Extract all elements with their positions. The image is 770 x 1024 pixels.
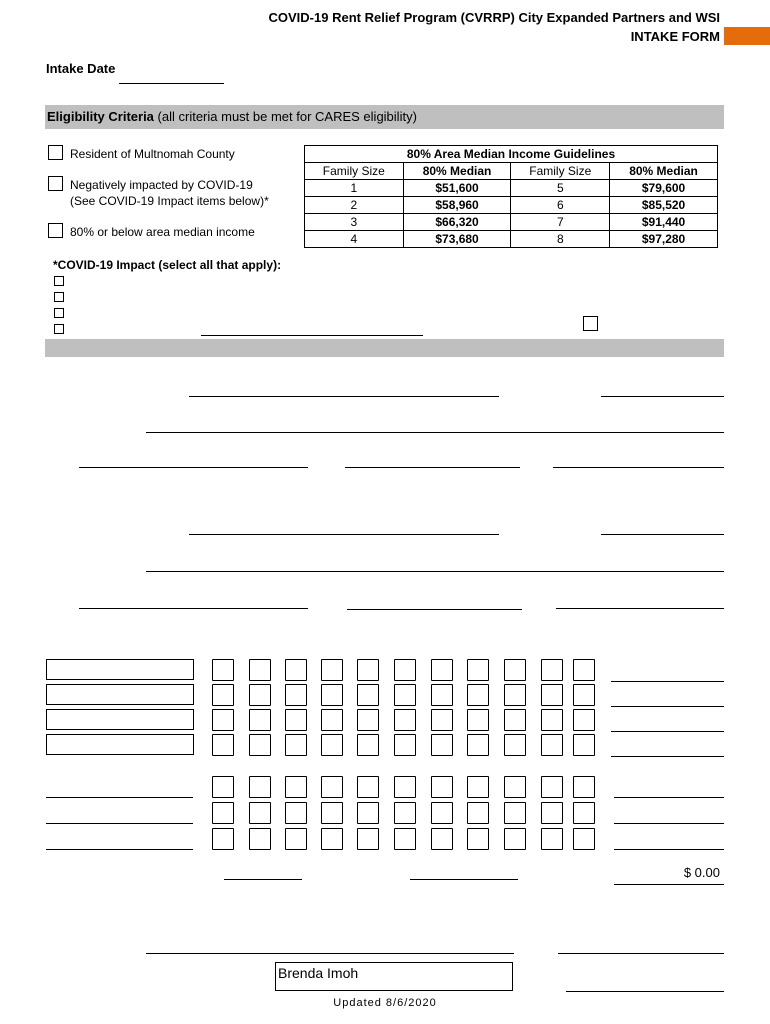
impact-checkbox[interactable]: [54, 276, 64, 286]
grid-checkbox[interactable]: [212, 734, 234, 756]
grid-checkbox[interactable]: [394, 709, 416, 731]
grid-checkbox[interactable]: [504, 828, 526, 850]
staff-name-box[interactable]: [275, 962, 513, 991]
criteria-income: 80% or below area median income: [70, 225, 255, 239]
grid-checkbox[interactable]: [504, 709, 526, 731]
grid-checkbox[interactable]: [573, 802, 595, 824]
grid-checkbox[interactable]: [573, 828, 595, 850]
grid-checkbox[interactable]: [504, 734, 526, 756]
household-member-field[interactable]: [46, 734, 194, 755]
eligibility-note: (all criteria must be met for CARES eligibility): [157, 109, 417, 124]
grid-checkbox[interactable]: [249, 802, 271, 824]
grid-checkbox[interactable]: [431, 828, 453, 850]
household-member-field[interactable]: [46, 684, 194, 705]
table-cell: 6: [511, 197, 610, 214]
grid-checkbox[interactable]: [285, 828, 307, 850]
grid-checkbox[interactable]: [573, 659, 595, 681]
grid-checkbox[interactable]: [431, 659, 453, 681]
table-cell: 5: [511, 180, 610, 197]
impact-other-field[interactable]: [201, 335, 423, 336]
table-cell: $66,320: [403, 214, 511, 231]
household-income-field[interactable]: [611, 731, 724, 732]
grid-checkbox[interactable]: [541, 734, 563, 756]
ami-table-title: 80% Area Median Income Guidelines: [305, 146, 718, 163]
household-income-field[interactable]: [611, 706, 724, 707]
grid-checkbox[interactable]: [212, 802, 234, 824]
signature-date-field[interactable]: [558, 953, 724, 954]
coapplicant-zip-field[interactable]: [347, 609, 522, 610]
income-amount-field[interactable]: [614, 797, 724, 798]
grid-checkbox[interactable]: [249, 776, 271, 798]
grid-checkbox[interactable]: [249, 709, 271, 731]
grid-checkbox[interactable]: [357, 802, 379, 824]
income-source-field[interactable]: [46, 849, 193, 850]
applicant-zip-field[interactable]: [345, 467, 520, 468]
coapplicant-phone-field[interactable]: [556, 608, 724, 609]
applicant-address-field[interactable]: [146, 432, 724, 433]
grid-checkbox[interactable]: [212, 684, 234, 706]
grid-checkbox[interactable]: [249, 659, 271, 681]
grid-checkbox[interactable]: [357, 709, 379, 731]
grid-checkbox[interactable]: [212, 709, 234, 731]
grid-checkbox[interactable]: [541, 684, 563, 706]
grid-checkbox[interactable]: [431, 776, 453, 798]
applicant-phone-field[interactable]: [553, 467, 724, 468]
subtotal-field[interactable]: [410, 879, 518, 880]
grid-checkbox[interactable]: [212, 776, 234, 798]
household-income-field[interactable]: [611, 756, 724, 757]
grid-checkbox[interactable]: [321, 734, 343, 756]
grid-checkbox[interactable]: [431, 802, 453, 824]
coapplicant-address-field[interactable]: [146, 571, 724, 572]
criteria-covid: Negatively impacted by COVID-19: [70, 178, 253, 192]
grid-checkbox[interactable]: [431, 684, 453, 706]
intake-date-field[interactable]: [119, 83, 224, 84]
grid-checkbox[interactable]: [357, 734, 379, 756]
table-cell: 7: [511, 214, 610, 231]
intake-date-label: Intake Date: [46, 61, 116, 76]
table-cell: 1: [305, 180, 404, 197]
grid-checkbox[interactable]: [573, 709, 595, 731]
ami-header: Family Size: [511, 163, 610, 180]
grid-checkbox[interactable]: [504, 684, 526, 706]
grid-checkbox[interactable]: [321, 802, 343, 824]
grid-checkbox[interactable]: [467, 734, 489, 756]
grid-checkbox[interactable]: [541, 709, 563, 731]
coapplicant-date-field[interactable]: [601, 534, 724, 535]
applicant-name-field[interactable]: [189, 396, 499, 397]
grid-checkbox[interactable]: [467, 776, 489, 798]
grid-checkbox[interactable]: [212, 659, 234, 681]
accent-tab: [724, 27, 770, 45]
grid-checkbox[interactable]: [321, 709, 343, 731]
grid-checkbox[interactable]: [357, 828, 379, 850]
signature-line[interactable]: [146, 953, 514, 954]
grid-checkbox[interactable]: [431, 709, 453, 731]
grid-checkbox[interactable]: [285, 709, 307, 731]
staff-name: Brenda Imoh: [278, 965, 359, 981]
income-source-field[interactable]: [46, 797, 193, 798]
grid-checkbox[interactable]: [249, 684, 271, 706]
staff-date-field[interactable]: [566, 991, 724, 992]
grid-checkbox[interactable]: [431, 734, 453, 756]
grid-checkbox[interactable]: [394, 828, 416, 850]
table-row: [305, 231, 718, 248]
table-row: [305, 197, 718, 214]
table-cell: $51,600: [403, 180, 511, 197]
table-cell: $58,960: [403, 197, 511, 214]
ami-header-row: [305, 163, 718, 180]
table-row: [305, 180, 718, 197]
grid-checkbox[interactable]: [467, 659, 489, 681]
grid-checkbox[interactable]: [357, 659, 379, 681]
table-cell: 4: [305, 231, 404, 248]
ami-table: [304, 145, 718, 248]
ami-header: 80% Median: [403, 163, 511, 180]
income-amount-field[interactable]: [614, 849, 724, 850]
grid-checkbox[interactable]: [357, 684, 379, 706]
impact-extra-checkbox[interactable]: [583, 316, 598, 331]
grid-checkbox[interactable]: [249, 828, 271, 850]
grid-checkbox[interactable]: [249, 734, 271, 756]
form-title-line1: COVID-19 Rent Relief Program (CVRRP) City Expanded Partners and WSI: [268, 10, 720, 25]
updated-footer: Updated 8/6/2020: [333, 997, 437, 1009]
grid-checkbox[interactable]: [541, 828, 563, 850]
income-source-field[interactable]: [46, 823, 193, 824]
grid-checkbox[interactable]: [212, 828, 234, 850]
criteria-covid-note: (See COVID-19 Impact items below)*: [70, 194, 269, 208]
impact-checkbox[interactable]: [54, 324, 64, 334]
table-cell: 8: [511, 231, 610, 248]
table-cell: $79,600: [610, 180, 718, 197]
grid-checkbox[interactable]: [467, 709, 489, 731]
grid-checkbox[interactable]: [541, 776, 563, 798]
grid-checkbox[interactable]: [285, 659, 307, 681]
household-income-field[interactable]: [611, 681, 724, 682]
table-cell: 2: [305, 197, 404, 214]
table-cell: $73,680: [403, 231, 511, 248]
grid-checkbox[interactable]: [321, 684, 343, 706]
table-cell: $97,280: [610, 231, 718, 248]
grid-checkbox[interactable]: [321, 828, 343, 850]
ami-header: 80% Median: [610, 163, 718, 180]
grid-checkbox[interactable]: [504, 659, 526, 681]
eligibility-header: [45, 105, 724, 129]
grid-checkbox[interactable]: [467, 828, 489, 850]
covid-impacted-checkbox[interactable]: [48, 176, 63, 191]
grid-checkbox[interactable]: [321, 776, 343, 798]
resident-checkbox[interactable]: [48, 145, 63, 160]
coapplicant-name-field[interactable]: [189, 534, 499, 535]
grid-checkbox[interactable]: [467, 684, 489, 706]
grid-checkbox[interactable]: [321, 659, 343, 681]
grid-checkbox[interactable]: [541, 802, 563, 824]
coapplicant-city-field[interactable]: [79, 608, 308, 609]
total-amount: $ 0.00: [683, 865, 720, 880]
grid-checkbox[interactable]: [573, 734, 595, 756]
ami-header: Family Size: [305, 163, 404, 180]
income-checkbox[interactable]: [48, 223, 63, 238]
grid-checkbox[interactable]: [285, 734, 307, 756]
table-cell: $91,440: [610, 214, 718, 231]
eligibility-heading: Eligibility Criteria: [47, 109, 154, 124]
grid-checkbox[interactable]: [504, 776, 526, 798]
applicant-date-field[interactable]: [601, 396, 724, 397]
grid-checkbox[interactable]: [394, 776, 416, 798]
grid-checkbox[interactable]: [573, 776, 595, 798]
section-band: [45, 339, 724, 357]
grid-checkbox[interactable]: [285, 684, 307, 706]
grid-checkbox[interactable]: [541, 659, 563, 681]
form-title: [269, 8, 720, 46]
table-row: [305, 214, 718, 231]
table-cell: 3: [305, 214, 404, 231]
grid-checkbox[interactable]: [394, 659, 416, 681]
applicant-city-field[interactable]: [79, 467, 308, 468]
grid-checkbox[interactable]: [285, 802, 307, 824]
impact-checkbox[interactable]: [54, 308, 64, 318]
grid-checkbox[interactable]: [357, 776, 379, 798]
table-cell: $85,520: [610, 197, 718, 214]
income-amount-field[interactable]: [614, 823, 724, 824]
grid-checkbox[interactable]: [467, 802, 489, 824]
grid-checkbox[interactable]: [394, 684, 416, 706]
form-title-line2: INTAKE FORM: [630, 29, 720, 44]
grid-checkbox[interactable]: [573, 684, 595, 706]
total-field[interactable]: [614, 884, 724, 885]
grid-checkbox[interactable]: [285, 776, 307, 798]
impact-checkbox[interactable]: [54, 292, 64, 302]
grid-checkbox[interactable]: [394, 802, 416, 824]
subtotal-field[interactable]: [224, 879, 302, 880]
covid-impact-label: *COVID-19 Impact (select all that apply):: [53, 258, 282, 272]
grid-checkbox[interactable]: [504, 802, 526, 824]
criteria-resident: Resident of Multnomah County: [70, 147, 235, 161]
household-member-field[interactable]: [46, 709, 194, 730]
grid-checkbox[interactable]: [394, 734, 416, 756]
household-member-field[interactable]: [46, 659, 194, 680]
